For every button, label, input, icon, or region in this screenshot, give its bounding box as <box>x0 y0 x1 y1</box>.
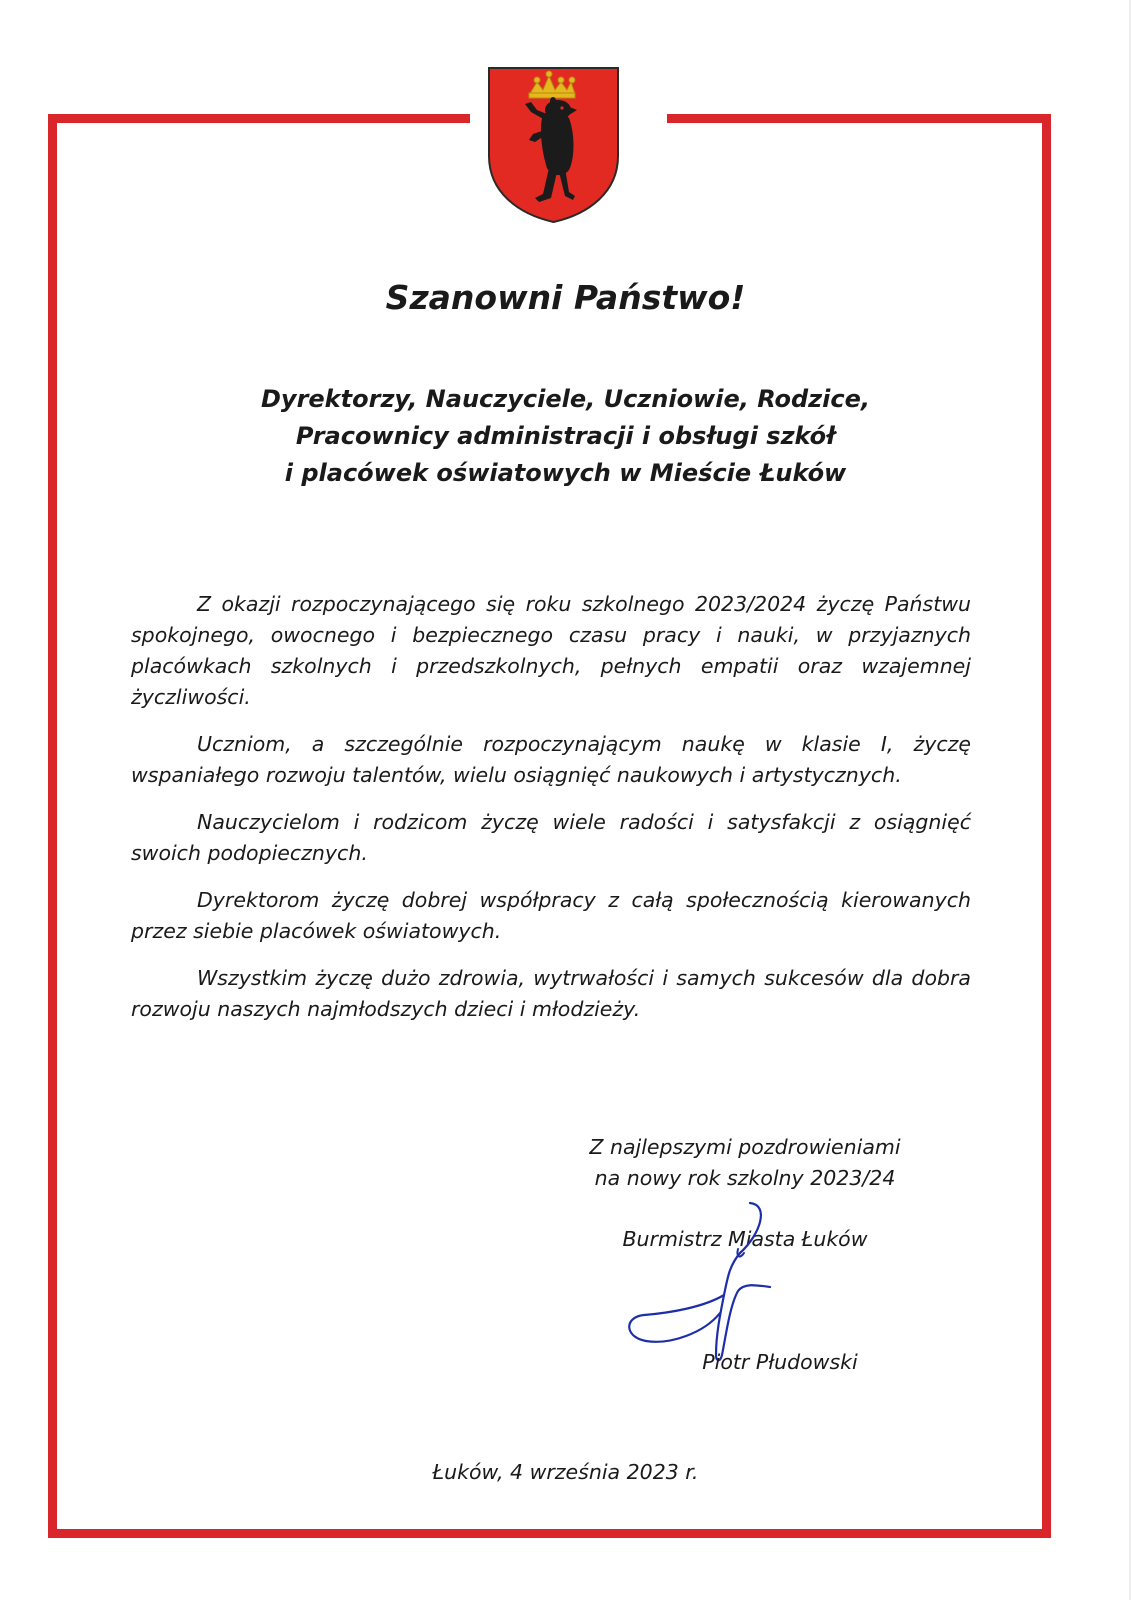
frame-border-left <box>48 114 57 1538</box>
frame-border-top-right <box>667 114 1051 123</box>
body-paragraph: Dyrektorom życzę dobrej współpracy z całą społecznością kierowanych przez siebie placówek oświatowych. <box>131 888 971 943</box>
body-paragraph: Uczniom, a szczególnie rozpoczynającym naukę w klasie I, życzę wspaniałego rozwoju talentów, wielu osiągnięć naukowych i artystycznych. <box>131 732 971 787</box>
signatory-name: Piotr Płudowski <box>702 1350 858 1374</box>
addressees-line: Pracownicy administracji i obsługi szkół <box>295 422 836 450</box>
addressees-line: i placówek oświatowych w Mieście Łuków <box>284 459 847 487</box>
closing-block <box>540 1132 950 1194</box>
closing-line: na nowy rok szkolny 2023/24 <box>594 1166 896 1190</box>
frame-border-bottom <box>48 1529 1051 1538</box>
letter-body <box>131 589 971 1041</box>
signatory-title: Burmistrz Miasta Łuków <box>622 1227 868 1251</box>
body-paragraph: Z okazji rozpoczynającego się roku szkolnego 2023/2024 życzę Państwu spokojnego, owocnego i bezpiecznego czasu pracy i nauki, w przyjaznych placówkach szkolnych i przedszkolnych, pełnych empatii oraz wzajemnej życzliwości. <box>131 592 971 709</box>
coat-of-arms-bear-crown-icon <box>485 64 622 224</box>
body-paragraph: Nauczycielom i rodzicom życzę wiele radości i satysfakcji z osiągnięć swoich podopiecznych. <box>131 810 971 865</box>
handwritten-signature-icon <box>620 1195 790 1375</box>
frame-border-top-left <box>48 114 470 123</box>
closing-line: Z najlepszymi pozdrowieniami <box>589 1135 901 1159</box>
place-date: Łuków, 4 września 2023 r. <box>432 1460 699 1484</box>
addressees-block <box>150 381 981 492</box>
greeting-heading: Szanowni Państwo! <box>385 278 746 317</box>
frame-border-right <box>1042 114 1051 1538</box>
addressees-line: Dyrektorzy, Nauczyciele, Uczniowie, Rodzice, <box>261 385 870 413</box>
body-paragraph: Wszystkim życzę dużo zdrowia, wytrwałości i samych sukcesów dla dobra rozwoju naszych najmłodszych dzieci i młodzieży. <box>131 966 971 1021</box>
